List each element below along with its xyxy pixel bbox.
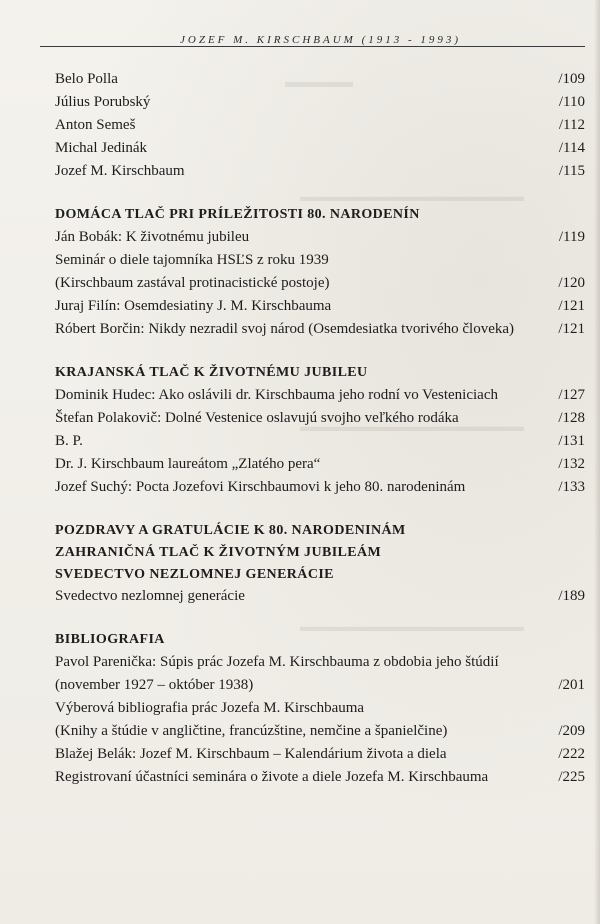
toc-entry bbox=[55, 697, 585, 720]
section-spacer bbox=[55, 341, 585, 361]
toc-entry-title: (Kirschbaum zastával protinacistické postoje) bbox=[55, 275, 330, 291]
toc-entry bbox=[55, 318, 585, 341]
page-edge-shadow bbox=[594, 0, 600, 924]
toc-entry-page: /119 bbox=[558, 229, 585, 245]
toc-entry-title: Pavol Parenička: Súpis prác Jozefa M. Kirschbauma z obdobia jeho štúdií bbox=[55, 654, 499, 670]
show-through-decoration: ▬▬▬▬▬▬▬▬▬▬▬▬▬▬▬▬ bbox=[300, 420, 524, 435]
section-spacer bbox=[55, 183, 585, 203]
toc-entry-title: Michal Jedinák bbox=[55, 140, 148, 156]
toc-entry bbox=[55, 453, 585, 476]
toc-entry-page: /225 bbox=[558, 769, 585, 785]
toc-entry-page: /222 bbox=[558, 746, 585, 762]
header-rule bbox=[40, 46, 585, 47]
toc-entry bbox=[55, 743, 585, 766]
toc-entry bbox=[55, 295, 585, 318]
toc-entry bbox=[55, 674, 585, 697]
toc-entry-title: Dominik Hudec: Ako oslávili dr. Kirschbauma jeho rodní vo Vesteniciach bbox=[55, 387, 498, 403]
toc-entry-title: (november 1927 – október 1938) bbox=[55, 677, 254, 693]
toc-entry-title: Blažej Belák: Jozef M. Kirschbaum – Kalendárium života a diela bbox=[55, 746, 447, 762]
toc-entry bbox=[55, 585, 585, 608]
toc-entry-page: /128 bbox=[558, 410, 585, 426]
show-through-decoration: ▬▬▬▬ bbox=[285, 72, 353, 91]
toc-entry-title: Juraj Filín: Osemdesiatiny J. M. Kirschbauma bbox=[55, 298, 332, 314]
show-through-decoration: ▬▬▬▬▬▬▬▬▬▬▬▬▬▬▬▬ bbox=[300, 190, 524, 205]
toc-entry bbox=[55, 407, 585, 430]
toc-entry bbox=[55, 651, 585, 674]
toc-entry bbox=[55, 160, 585, 183]
toc-entry-title: Anton Semeš bbox=[55, 117, 136, 133]
toc-entry bbox=[55, 384, 585, 407]
toc-entry-page: /112 bbox=[558, 117, 585, 133]
toc-entry-title: Svedectvo nezlomnej generácie bbox=[55, 588, 245, 604]
section-heading-pozdravy: POZDRAVY A GRATULÁCIE K 80. NARODENINÁM bbox=[55, 523, 406, 538]
toc-entry bbox=[55, 137, 585, 160]
toc-entry-title: Ján Bobák: K životnému jubileu bbox=[55, 229, 250, 245]
toc-entry bbox=[55, 766, 585, 789]
toc-entry-title: Dr. J. Kirschbaum laureátom „Zlatého pera“ bbox=[55, 456, 321, 472]
toc-entry-page: /109 bbox=[558, 71, 585, 87]
section-heading-bibliografia: BIBLIOGRAFIA bbox=[55, 632, 165, 647]
toc-entry-title: Jozef Suchý: Pocta Jozefovi Kirschbaumovi k jeho 80. narodeninám bbox=[55, 479, 466, 495]
toc-entry bbox=[55, 476, 585, 499]
section-spacer bbox=[55, 608, 585, 628]
toc-entry bbox=[55, 226, 585, 249]
section-heading-domaca: DOMÁCA TLAČ PRI PRÍLEŽITOSTI 80. NARODENÍN bbox=[55, 207, 420, 222]
section-spacer bbox=[55, 499, 585, 519]
toc-entry-page: /209 bbox=[558, 723, 585, 739]
toc-entry-page: /201 bbox=[558, 677, 585, 693]
toc-entry-title: (Knihy a štúdie v angličtine, francúzštine, nemčine a španielčine) bbox=[55, 723, 448, 739]
toc-entry-title: Štefan Polakovič: Dolné Vestenice oslavujú svojho veľkého rodáka bbox=[55, 410, 459, 426]
toc-entry-page: /121 bbox=[558, 321, 585, 337]
table-of-contents bbox=[55, 68, 585, 789]
toc-entry bbox=[55, 114, 585, 137]
toc-entry-title: Belo Polla bbox=[55, 71, 118, 87]
toc-entry bbox=[55, 68, 585, 91]
section-heading-zahranicna: ZAHRANIČNÁ TLAČ K ŽIVOTNÝM JUBILEÁM bbox=[55, 545, 382, 560]
toc-entry-title: Jozef M. Kirschbaum bbox=[55, 163, 185, 179]
toc-entry-page: /120 bbox=[558, 275, 585, 291]
toc-entry-page: /127 bbox=[558, 387, 585, 403]
toc-entry-page: /114 bbox=[558, 140, 585, 156]
show-through-decoration: ▬▬▬▬▬▬▬▬▬▬▬▬▬▬▬▬ bbox=[300, 620, 524, 635]
toc-entry-page: /132 bbox=[558, 456, 585, 472]
toc-entry-title: B. P. bbox=[55, 433, 83, 449]
toc-entry bbox=[55, 430, 585, 453]
toc-entry bbox=[55, 91, 585, 114]
toc-entry-page: /133 bbox=[558, 479, 585, 495]
section-heading-krajanska: KRAJANSKÁ TLAČ K ŽIVOTNÉMU JUBILEU bbox=[55, 365, 368, 380]
running-title: JOZEF M. KIRSCHBAUM (1913 - 1993) bbox=[180, 34, 462, 46]
toc-entry-title: Seminár o diele tajomníka HSĽS z roku 1939 bbox=[55, 252, 329, 268]
toc-entry bbox=[55, 272, 585, 295]
toc-entry-page: /121 bbox=[558, 298, 585, 314]
toc-entry bbox=[55, 249, 585, 272]
toc-entry-page: /115 bbox=[558, 163, 585, 179]
toc-entry-title: Registrovaní účastníci seminára o živote a diele Jozefa M. Kirschbauma bbox=[55, 769, 489, 785]
running-header bbox=[40, 34, 585, 48]
toc-entry-title: Róbert Borčin: Nikdy nezradil svoj národ (Osemdesiatka tvorivého človeka) bbox=[55, 321, 515, 337]
toc-entry bbox=[55, 720, 585, 743]
toc-entry-page: /110 bbox=[558, 94, 585, 110]
section-heading-svedectvo: SVEDECTVO NEZLOMNEJ GENERÁCIE bbox=[55, 567, 334, 582]
toc-entry-title: Výberová bibliografia prác Jozefa M. Kirschbauma bbox=[55, 700, 365, 716]
toc-entry-page: /131 bbox=[558, 433, 585, 449]
toc-entry-title: Július Porubský bbox=[55, 94, 151, 110]
toc-entry-page: /189 bbox=[558, 588, 585, 604]
